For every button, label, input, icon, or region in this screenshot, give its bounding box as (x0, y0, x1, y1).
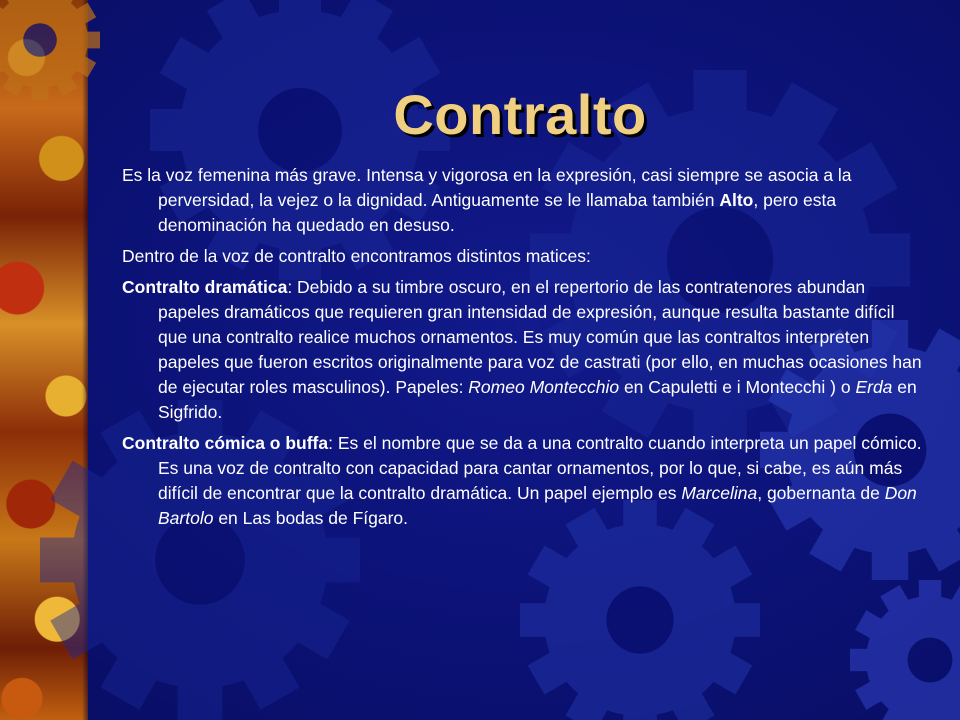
text-run: , pero esta denominación ha quedado en desuso. (158, 190, 837, 235)
text-run: en Sigfrido. (158, 377, 917, 422)
text-run: en Las bodas de Fígaro. (213, 508, 409, 528)
paragraph (122, 163, 928, 238)
gear-icon (850, 580, 960, 720)
text-run: Dentro de la voz de contralto encontramos distintos matices: (122, 246, 591, 266)
text-run: , gobernanta de (757, 483, 885, 503)
paragraph (122, 244, 928, 269)
text-run-italic: Marcelina (681, 483, 758, 503)
slide-body (122, 163, 928, 537)
text-run: en Capuletti e i Montecchi ) o (619, 377, 856, 397)
text-run: : Debido a su timbre oscuro, en el repertorio de las contratenores abundan papeles dramáticos que requieren gran intensidad de expresión, aunque resulta bastante difícil que una contralto realice muchos ornamentos. Es muy común que las contraltos interpreten papeles que fueron escritos originalmente para voz de castrati (por ello, en muchas ocasiones han de ejecutar roles masculinos). Papeles: (158, 277, 922, 397)
text-run-italic: Erda (855, 377, 893, 397)
text-run-bold: Contralto cómica o buffa (122, 433, 329, 453)
text-run-bold: Contralto dramática (122, 277, 288, 297)
text-run: Es la voz femenina más grave. Intensa y vigorosa en la expresión, casi siempre se asocia a la perversidad, la vejez o la dignidad. Antiguamente se le llamaba también (122, 165, 852, 210)
paragraph (122, 431, 928, 531)
slide-title: Contralto (393, 83, 647, 146)
text-run-italic: Don Bartolo (158, 483, 917, 528)
text-run: : Es el nombre que se da a una contralto cuando interpreta un papel cómico. Es una voz de contralto con capacidad para cantar ornamentos, por lo que, si cabe, es aún más difícil de encontrar que la contralto dramática. Un papel ejemplo es (158, 433, 922, 503)
paragraph (122, 275, 928, 425)
text-run-bold: Alto (719, 190, 754, 210)
text-run-italic: Romeo Montecchio (468, 377, 620, 397)
